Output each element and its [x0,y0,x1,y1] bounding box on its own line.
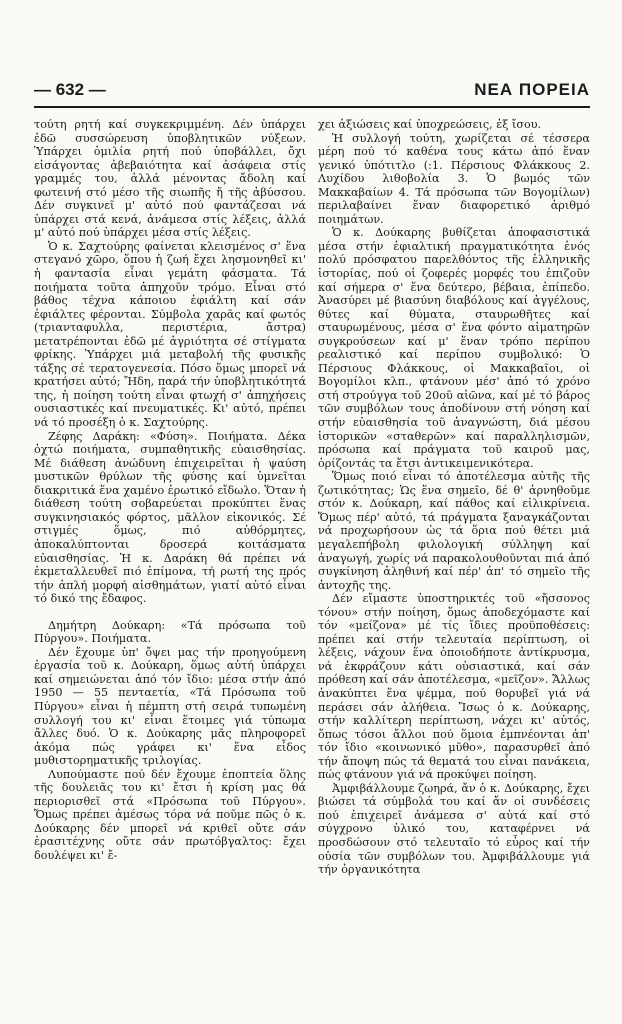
header-rule [34,106,590,108]
paragraph: Ὁ κ. Δούκαρης βυθίζεται ἀποφασιστικά μέσα στήν ἐφιαλτική πραγματικότητα ἑνός πολύ πρόσφατου παρελθόντος τῆς ἑλληνικῆς ἱστορίας, πού οἱ ζοφερές μορφές του ἐπιζοῦν καί σήμερα σ' ἕνα δεύτερο, βέβαια, ἐπίπεδο. Ἀνασύρει μέ βιασύνη διαβόλους καί ἀγγέλους, θύτες καί θύματα, σταυρωθῆτες καί σταυρωμένους, μέσα σ' ἕνα φόντο αἱματηρῶν συγκρούσεων καί μ' ἕναν τρόπο περίπου ρεαλιστικό καί περίπου συμβολικό: Ὁ Πέρσιους Φλάκκους, οἱ Μακκαβαῖοι, οἱ Βογομίλοι κλπ., φτάνουν μέσ' ἀπό τό χρόνο στή στρούγγα τοῦ 20οῦ αἰῶνα, καί μέ τό βάρος τῶν συμβόλων τους ἀποδίνουν στή νόηση καί στήν εὐαισθησία τοῦ ἀναγνώστη, διά μέσου ἱστορικῶν «σταθερῶν» καί παραλληλισμῶν, πρόσωπα καί πράγματα τοῦ καιροῦ μας, ὁρίζοντάς τα ἔτσι ἀντικειμενικότερα. [318,226,590,470]
paragraph: Δημήτρη Δούκαρη: «Τά πρόσωπα τοῦ Πύργου». Ποιήματα. [34,618,306,646]
paragraph: Λυπούμαστε πού δέν ἔχουμε ἐποπτεία ὅλης τῆς δουλειᾶς του κι' ἔτσι ἡ κρίση μας θά περιορισθεῖ στά «Πρόσωπα τοῦ Πύργου». Ὅμως πρέπει ἀμέσως τόρα νά ποῦμε πῶς ὁ κ. Δούκαρης δέν μπορεῖ νά κριθεῖ οὔτε σάν ἐρασιτέχνης οὔτε σάν πρωτόβγαλτος: ἔχει δουλέψει κι' ἔ- [34,767,306,862]
paragraph: χει ἀξιώσεις καί ὑποχρεώσεις, ἐξ ἴσου. [318,118,542,131]
paragraph-gap [34,606,306,619]
left-column [34,118,306,863]
paragraph: Ἀμφιβάλλουμε ζωηρά, ἄν ὁ κ. Δούκαρης, ἔχει βιώσει τά σύμβολά του καί ἄν οἱ συνδέσεις πού ἐπιχειρεῖ ἀνάμεσα σ' αὐτά καί στό σύγχρονο ὑλικό του, καταφέρνει νά προσδώσουν στό τελευταῖο τό εὖρος καί τήν οὐσία τῶν συμβόλων του. Ἀμφιβάλλουμε γιά τήν ὀργανικότητα [318,781,590,877]
journal-title: ΝΕΑ ΠΟΡΕΙΑ [474,80,590,99]
paragraph: Ὁ κ. Σαχτούρης φαίνεται κλεισμένος σ' ἕνα στεγανό χῶρο, ὅπου ἡ ζωή ἔχει λησμονηθεῖ κι' ἡ φαντασία εἶναι γεμάτη φάσματα. Τά ποιήματα τοῦτα ἀπηχοῦν τρόμο. Εἶναι στό βάθος τέχνα κάποιου ἐφιάλτη καί σάν ἐφιάλτες φέρονται. Σύμβολα χαρᾶς καί φωτός (τριανταφυλλα, περιστέρια, ἄστρα) μετατρέπονται ἐδῶ μέ ἀγριότητα σέ στίγματα φρίκης. Ὑπάρχει μιά μεταβολή τῆς φυσικῆς τάξης σέ τερατογενεσία. Πόσο ὅμως μπορεῖ νά κρατήσει αὐτό; Ἤδη, παρά τήν ὑποβλητικότητά της, ἡ ποίηση τούτη εἶναι φτωχή σ' ἀπηχήσεις ουσιαστικές καί πνευματικές. Κι' αὐτό, πρέπει νά τό προσέξη ὁ κ. Σαχτούρης. [34,239,306,430]
paragraph: Ζέφης Δαράκη: «Φύση». Ποιήματα. Δέκα ὀχτώ ποιήματα, συμπαθητικῆς εὐαισθησίας. Μέ διάθεση ἀνώδυνη ἐπιχειρεῖται ἡ ψαύση μυστικῶν θρύλων τῆς φύσης καί ὑμνεῖται διακριτικά ἕνα χαμένο ἐρωτικό εἴδωλο. Ὅταν ἡ διάθεση τούτη σοβαρεύεται προκύπτει ἕνας συγκινησιακός φόρτος, μᾶλλον εἰκονικός. Σέ στιγμές ὅμως, πιό αὐθόρμητες, ἀποκαλύπτονται δροσερά κοιτάσματα εὐαισθησίας. Ἡ κ. Δαράκη θά πρέπει νά ἐκμεταλλευθεῖ πιό ἐπίμονα, τή ρωτή της πρός τήν ἁπλή μορφή αἰσθημάτων, γιατί αὐτό εἶναι τό δικό της ἔδαφος. [34,429,306,606]
right-column [318,118,590,877]
paragraph: τούτη ρητή καί συγκεκριμμένη. Δέν ὑπάρχει ἐδῶ συσσώρευση ὑποβλητικῶν νύξεων. Ὑπάρχει ὁμιλία ρητή πού ὑποβάλλει, ὄχι εἰσάγοντας ἀβεβαιότητα καί ἀσάφεια στίς γραμμές του, ἀλλά μένοντας ἄδολη καί φωτεινή στό μέσο τῆς σιωπῆς ἤ τῆς ἀβύσσου. Δέν συγκινεῖ μ' αὐτό πού φαντάζεσαι νά ὑπάρχει στά κενά, ἀνάμεσα στίς λέξεις, ἀλλά μ' αὐτό πού ὑπάρχει μέσα στίς λέξεις. [34,118,306,240]
page-header [34,78,590,102]
page-number: — 632 — [34,80,106,99]
paragraph: Δέν εἴμαστε ὑποστηρικτές τοῦ «ἤσσονος τόνου» στήν ποίηση, ὅμως ἀποδεχόμαστε καί τόν «μείζονα» μέ τίς ἴδιες προϋποθέσεις: πρέπει καί στήν τελευταία περίπτωση, οἱ λέξεις, νάχουν ἕνα ὁποιοδήποτε ἀντίκρυσμα, νά ἐκφράζουν κάτι οὐσιαστικά, καί σάν πρόθεση καί σάν ἀποτέλεσμα, «μεῖζον». Ἄλλως ἀνακύπτει ἕνα ψέμμα, πού θορυβεῖ γιά νά περάσει σάν ἀλήθεια. Ἴσως ὁ κ. Δούκαρης, στήν καλλίτερη περίπτωση, νάχει κι' αὐτός, ὅπως τόσοι ἄλλοι πού ὅμοια ἐμπνέονται ἀπ' τόν ἴδιο «κοινωνικό μῦθο», παρασυρθεῖ ἀπό τήν ἄποψη πώς τά θεματά του εἶναι πανάκεια, πώς φτάνουν γιά νά προκύψει ποίηση. [318,592,590,782]
paragraph: Δέν ἔχουμε ὑπ' ὄψει μας τήν προηγούμενη ἐργασία τοῦ κ. Δούκαρη, ὅμως αὐτή ὑπάρχει καί σημειώνεται ἀπό τόν ἴδιο: μέσα στήν ἀπό 1950 — 55 πενταετία, «Τά Πρόσωπα τοῦ Πύργου» εἶναι ἡ πέμπτη στή σειρά τυπωμένη συλλογή του κι' εἶναι ἕτοιμες γιά τύπωμα ἄλλες δυό. Ὁ κ. Δούκαρης μᾶς πληροφορεῖ ἀκόμα πώς γράφει κι' ἕνα εἶδος μυθιστορηματικῆς τριλογίας. [34,645,306,768]
paragraph: Ἡ συλλογή τούτη, χωρίζεται σέ τέσσερα μέρη πού τό καθένα τους κάτω ἀπό ἕναν γενικό ὑπότιτλο (:1. Πέρσιους Φλάκκους 2. Λυχίδου λιθοβολία 3. Ὁ βωμός τῶν Μακκαβαίων 4. Τά πρόσωπα τῶν Βογομίλων) περιλαβαίνει ἕναν διαφορετικό ἀριθμό ποιημάτων. [318,131,590,226]
paragraph: Ὅμως ποιό εἶναι τό ἀποτέλεσμα αὐτῆς τῆς ζωτικότητας; Ὡς ἕνα σημεῖο, δέ θ' ἀρνηθοῦμε στόν κ. Δούκαρη, καί πάθος καί εἰλικρίνεια. Ὅμως πέρ' αὐτό, τά πράγματα ξαναγκάζονται νά προχωρήσουν ὡς τά ὅρια πού θέτει μιά μεγαλεπήβολη φιλολογική σύλληψη καί ἀναγωγή, χωρίς νά παρακολουθοῦνται πιά ἀπό συγκίνηση ἀληθινή καί πέρ' ἀπ' τό σημεῖο τῆς ἀντοχῆς της. [318,470,590,592]
